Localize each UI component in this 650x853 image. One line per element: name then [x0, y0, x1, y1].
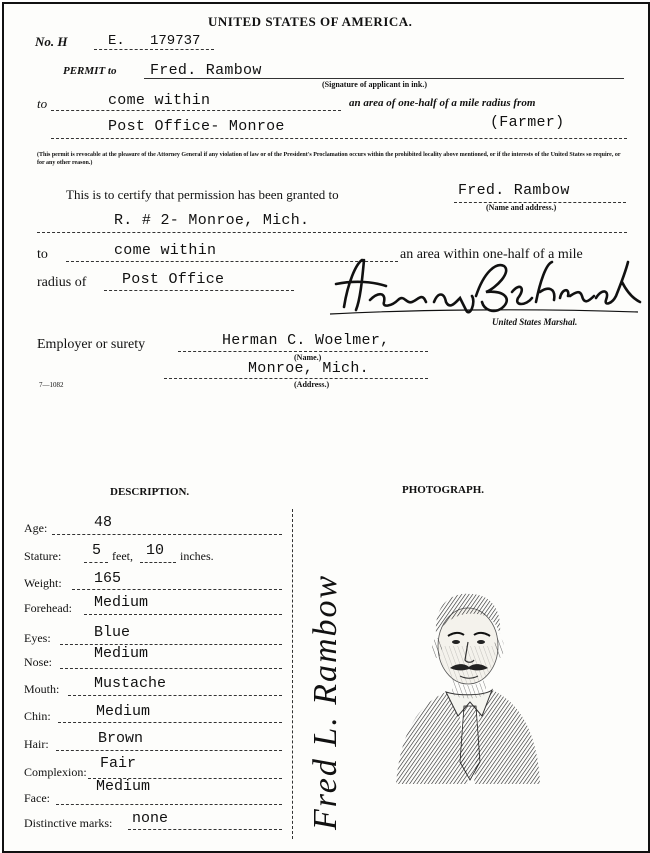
eyes-label: Eyes: [24, 631, 51, 645]
revocable-note: (This permit is revocable at the pleasure of the Attorney General if any violation of law or of the President's Proclamation occurs within the prohibited locality above mentioned, or if the interests of the United States so require, or for any other reason.) [37, 152, 621, 166]
portrait-photo [388, 584, 548, 794]
weight-line [72, 589, 282, 590]
mouth-label: Mouth: [24, 682, 60, 696]
form-number: 7—1082 [39, 381, 64, 389]
forehead-label: Forehead: [24, 601, 72, 615]
feet-label: feet, [112, 549, 133, 563]
chin-label: Chin: [24, 709, 51, 723]
place-value: Post Office- Monroe [108, 118, 285, 135]
eyes-value: Blue [94, 624, 131, 641]
employer-label: Employer or surety [37, 337, 146, 352]
employer-name-value: Herman C. Woelmer, [222, 332, 390, 349]
radius-value: Post Office [122, 271, 225, 288]
grantee-value: Fred. Rambow [458, 182, 570, 199]
marks-line [128, 829, 282, 830]
hair-label: Hair: [24, 737, 49, 751]
applicant-signature [302, 534, 354, 834]
address-value: R. # 2- Monroe, Mich. [114, 212, 310, 229]
mouth-line [68, 695, 282, 696]
place-line [51, 138, 627, 139]
area-text-1: an area of one-half of a mile radius from [349, 97, 536, 109]
photograph-heading: PHOTOGRAPH. [402, 484, 484, 496]
to-value-2: come within [114, 242, 217, 259]
age-value: 48 [94, 514, 113, 531]
signature-note: (Signature of applicant in ink.) [322, 80, 427, 89]
marks-value: none [132, 810, 169, 827]
weight-value: 165 [94, 570, 122, 587]
certify-text: This is to certify that permission has been granted to [66, 187, 339, 202]
permit-series: E. [108, 33, 125, 49]
to-value-1: come within [108, 92, 211, 109]
stature-feet-line [84, 562, 108, 563]
permit-number-label: No. H [35, 34, 68, 49]
radius-label: radius of [37, 275, 87, 290]
to-label-1: to [37, 96, 48, 111]
face-line [56, 804, 282, 805]
stature-inches-line [140, 562, 176, 563]
forehead-line [84, 614, 282, 615]
stature-inches-value: 10 [146, 542, 165, 559]
to-line-1 [51, 110, 341, 111]
age-label: Age: [24, 521, 48, 535]
radius-line [104, 290, 294, 291]
permit-document [2, 2, 650, 853]
complexion-label: Complexion: [24, 765, 87, 779]
applicant-signature-text: Fred L. Rambow [307, 573, 344, 830]
marshal-signature [326, 252, 644, 322]
name-address-note: (Name and address.) [486, 203, 557, 212]
face-label: Face: [24, 791, 50, 805]
age-line [52, 534, 282, 535]
complexion-value: Fair [100, 755, 137, 772]
permit-number-line [94, 49, 214, 50]
marks-label: Distinctive marks: [24, 816, 113, 830]
nose-line [60, 668, 282, 669]
address-line [37, 232, 627, 233]
hair-line [56, 750, 282, 751]
chin-line [58, 722, 282, 723]
employer-name-note: (Name.) [294, 353, 322, 362]
nose-label: Nose: [24, 655, 52, 669]
marshal-label: United States Marshal. [492, 317, 578, 327]
stature-label: Stature: [24, 549, 62, 563]
employer-address-value: Monroe, Mich. [248, 360, 369, 377]
permit-number: 179737 [150, 33, 201, 49]
stature-feet-value: 5 [92, 542, 102, 559]
hair-value: Brown [98, 730, 144, 747]
employer-address-note: (Address.) [294, 380, 330, 389]
occupation-value: (Farmer) [490, 114, 565, 131]
chin-value: Medium [96, 703, 151, 720]
employer-address-line [164, 378, 428, 379]
to-label-2: to [37, 247, 48, 262]
weight-label: Weight: [24, 576, 62, 590]
permit-to-value: Fred. Rambow [150, 62, 262, 79]
inches-label: inches. [180, 549, 214, 563]
face-value: Medium [96, 778, 151, 795]
description-heading: DESCRIPTION. [110, 486, 190, 498]
document-title: UNITED STATES OF AMERICA. [208, 14, 413, 29]
nose-value: Medium [94, 645, 149, 662]
mouth-value: Mustache [94, 675, 167, 692]
forehead-value: Medium [94, 594, 149, 611]
permit-to-label: PERMIT to [63, 65, 117, 77]
area-text-2: an area within one-half of a mile [400, 247, 583, 262]
employer-name-line [178, 351, 428, 352]
description-divider [292, 509, 293, 839]
